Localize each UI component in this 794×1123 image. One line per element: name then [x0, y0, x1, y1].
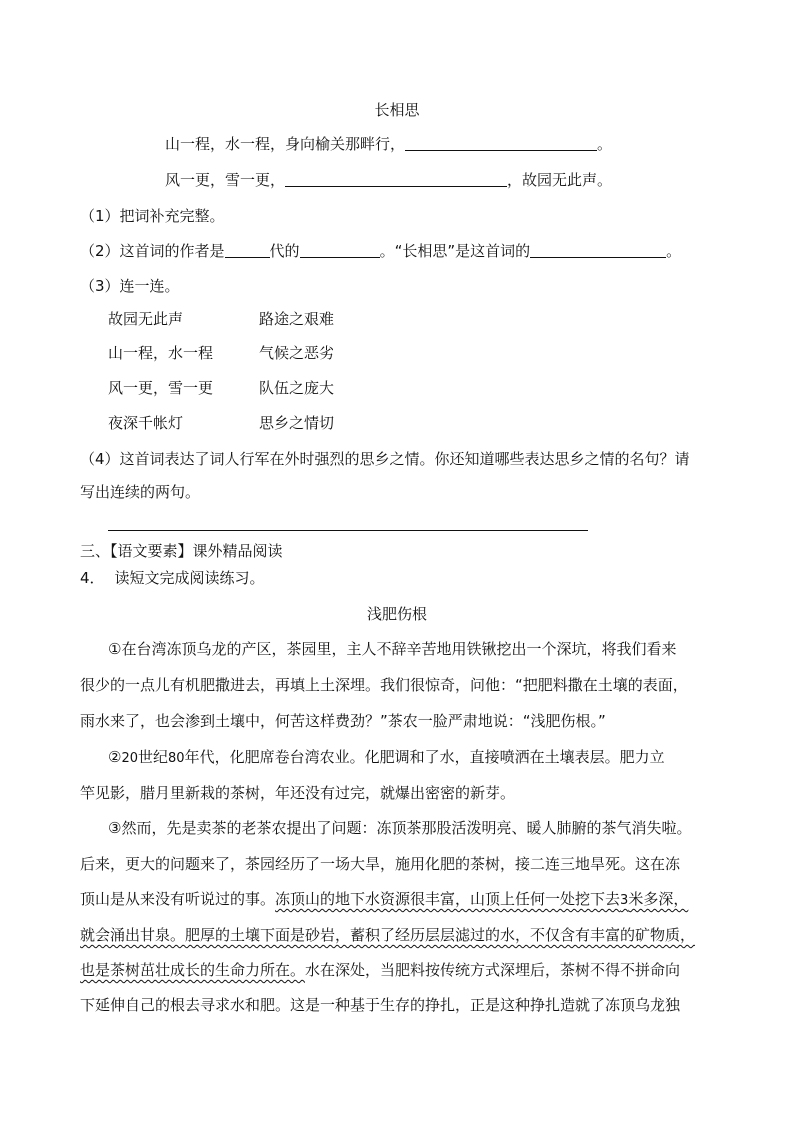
paragraph-2-marker: ②	[108, 748, 122, 766]
matching-left-item[interactable]: 风一更，雪一更	[108, 379, 214, 397]
matching-left-item[interactable]: 夜深千帐灯	[108, 414, 184, 432]
author-blank[interactable]	[300, 243, 380, 258]
item-instruction: 读短文完成阅读练习。	[114, 569, 265, 587]
poem-blank-2[interactable]	[285, 172, 507, 187]
poem-line-1-text: 山一程，水一程，身向榆关那畔行，	[165, 135, 406, 153]
question-3: （3）连一连。	[80, 277, 180, 295]
year-number: 20	[121, 751, 138, 766]
question-1: （1）把词补充完整。	[80, 207, 225, 225]
poem-line-2	[165, 170, 612, 190]
wavy-underlined-text: 就会涌出甘泉。肥厚的土壤下面是砂岩，蓄积了经历层层滤过的水，不仅含有丰富的矿物质，	[80, 926, 696, 944]
item-4	[80, 568, 265, 588]
poem-blank-1[interactable]	[405, 136, 597, 151]
wavy-underlined-text	[275, 890, 688, 908]
paragraph-3-text: 水在深处，当肥料按传统方式深埋后，茶树不得不拼命向	[305, 961, 681, 979]
poem-line-1-end: 。	[597, 135, 613, 153]
paragraph-1-line: 很少的一点儿有机肥撒进去，再填上土深埋。我们很惊奇，问他：“把肥料撒在土壤的表面，	[80, 676, 688, 694]
paragraph-1-line: ①在台湾冻顶乌龙的产区，茶园里，主人不辞辛苦地用铁锹挖出一个深坑，将我们看来	[108, 640, 677, 658]
dynasty-blank[interactable]	[225, 243, 270, 258]
title-type-blank[interactable]	[530, 243, 666, 258]
wavy-underlined-text: 也是茶树茁壮成长的生命力所在。	[80, 961, 306, 979]
wavy-text: 米多深，	[628, 890, 689, 908]
poem-line-2-end: ，故园无此声。	[507, 171, 613, 189]
paragraph-2-text: 年代，化肥席卷台湾农业。化肥调和了水，直接喷洒在土壤表层。肥力立	[184, 748, 665, 766]
question-2-text-b: 代的	[269, 242, 300, 260]
article-title: 浅肥伤根	[366, 605, 427, 623]
paragraph-3-text: 顶山是从来没有听说过的事。	[80, 890, 276, 908]
matching-right-item[interactable]: 路途之艰难	[259, 310, 335, 328]
matching-left-item[interactable]: 故园无此声	[108, 310, 184, 328]
decade-number: 80	[168, 751, 185, 766]
paragraph-2-text: 世纪	[138, 748, 169, 766]
paragraph-3-line	[80, 889, 688, 911]
question-2-text-d: 。	[666, 242, 682, 260]
paragraph-3-line: 下延伸自己的根去寻求水和肥。这是一种基于生存的挣扎，正是这种挣扎造就了冻顶乌龙独	[80, 996, 681, 1014]
wavy-text: 冻顶山的地下水资源很丰富，山顶上任何一处挖下去	[275, 890, 621, 908]
paragraph-3-line: ③然而，先是卖茶的老茶农提出了问题：冻顶茶那股活泼明亮、暖人肺腑的茶气消失啦。	[108, 819, 692, 837]
paragraph-1-line: 雨水来了，也会渗到土壤中，何苦这样费劲？”茶农一脸严肃地说：“浅肥伤根。”	[80, 712, 606, 730]
paragraph-2-line-2: 竿见影，腊月里新栽的茶树，年还没有过完，就爆出密密的新芽。	[80, 784, 516, 802]
poem-line-2-text: 风一更，雪一更，	[165, 171, 286, 189]
poem-line-1	[165, 134, 612, 154]
question-4-line-2: 写出连续的两句。	[80, 483, 201, 501]
depth-number: 3	[620, 893, 629, 908]
question-4-line-1: （4）这首词表达了词人行军在外时强烈的思乡之情。你还知道哪些表达思乡之情的名句？请	[80, 450, 690, 468]
question-2	[80, 241, 681, 261]
item-number: 4．	[80, 569, 105, 587]
matching-right-item[interactable]: 气候之恶劣	[259, 344, 335, 362]
answer-line[interactable]	[108, 530, 588, 531]
section-heading: 三、【语文要素】课外精品阅读	[80, 542, 283, 560]
matching-left-item[interactable]: 山一程，水一程	[108, 344, 214, 362]
matching-right-item[interactable]: 队伍之庞大	[259, 379, 335, 397]
matching-right-item[interactable]: 思乡之情切	[259, 414, 335, 432]
question-2-text-c: 。“长相思”是这首词的	[379, 242, 531, 260]
paragraph-3-line	[80, 960, 680, 980]
paragraph-3-line: 后来，更大的问题来了，茶园经历了一场大旱，施用化肥的茶树，接二连三地旱死。这在冻	[80, 855, 681, 873]
poem-title: 长相思	[374, 101, 420, 119]
question-2-text-a: （2）这首词的作者是	[80, 242, 225, 260]
paragraph-2-line-1	[108, 747, 665, 769]
